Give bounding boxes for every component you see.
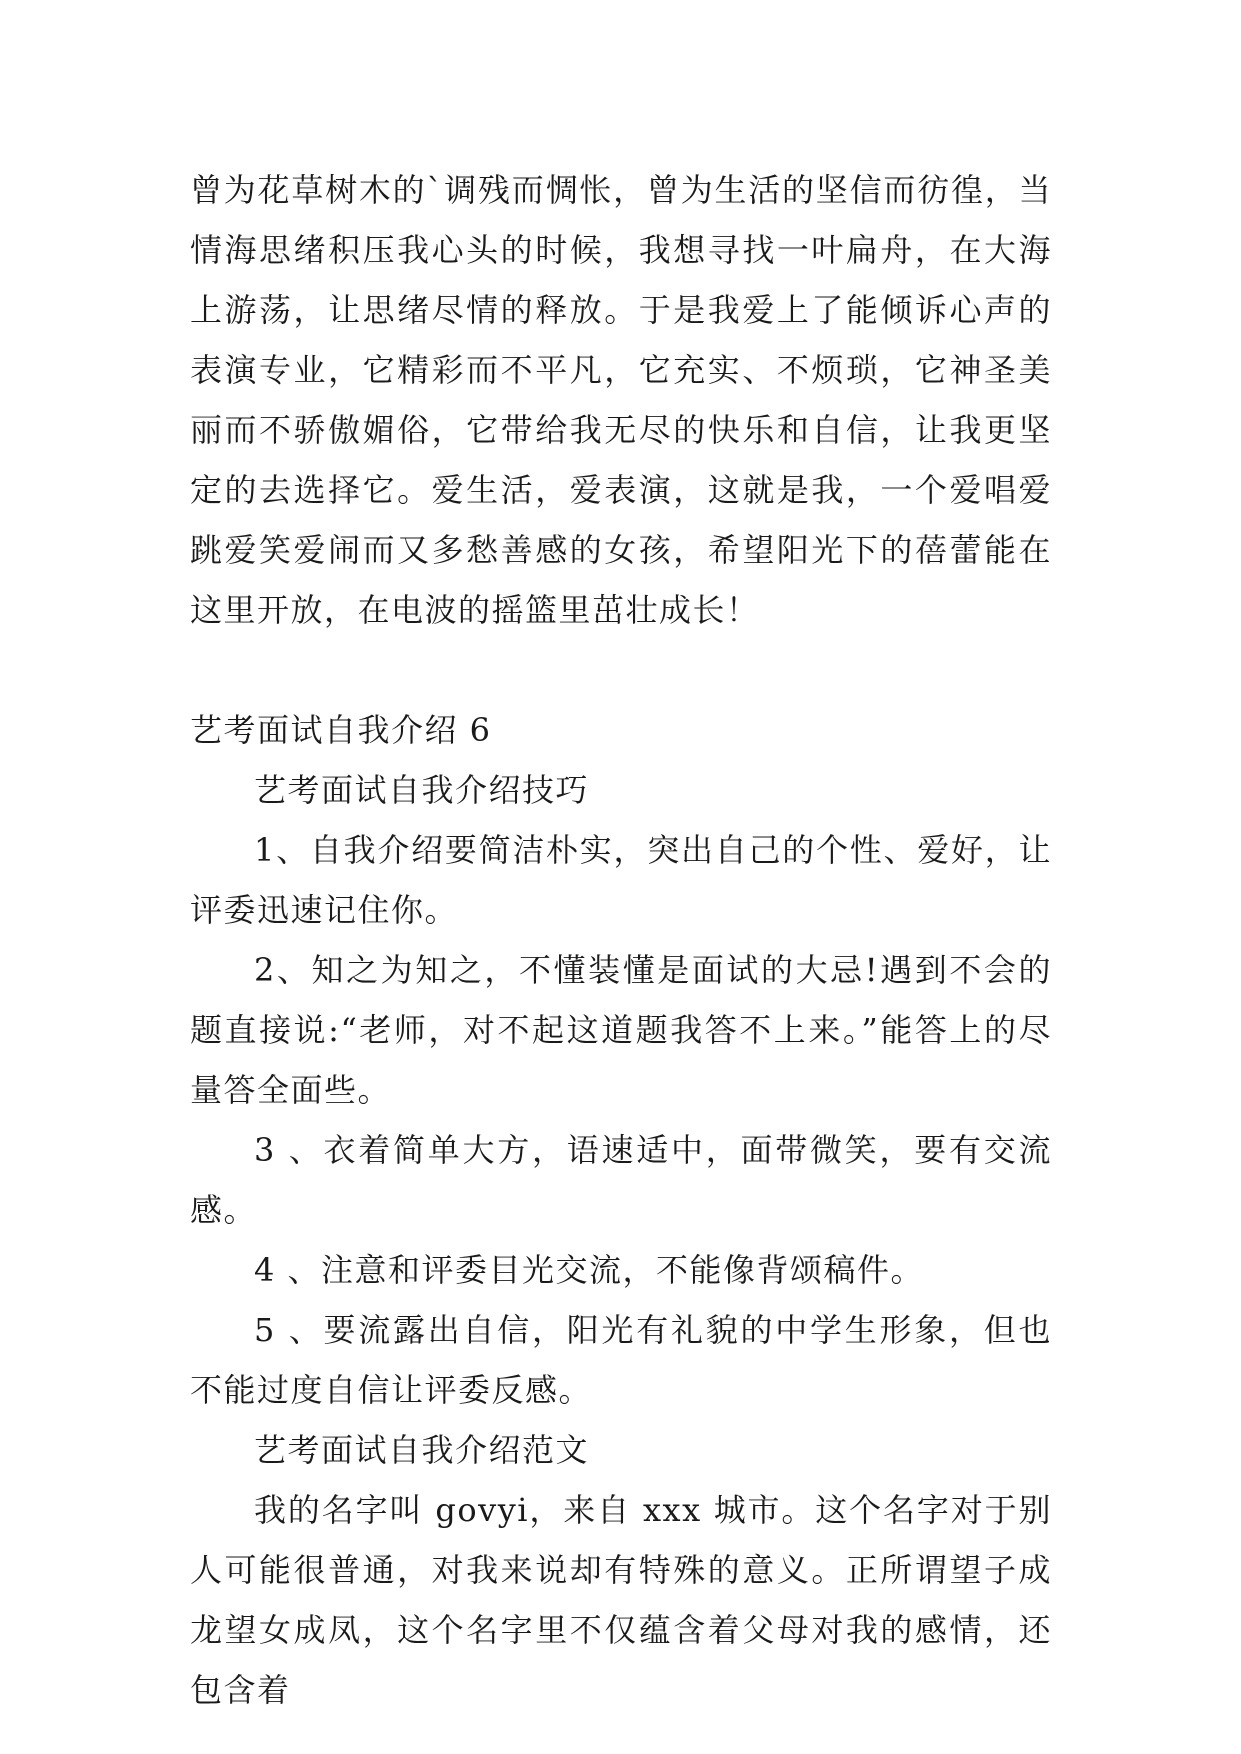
tip-item-5: 5 、要流露出自信，阳光有礼貌的中学生形象，但也不能过度自信让评委反感。 <box>190 1311 1052 1409</box>
tips-heading: 艺考面试自我介绍技巧 <box>254 771 590 809</box>
tip-item-4: 4 、注意和评委目光交流，不能像背颂稿件。 <box>254 1251 925 1289</box>
sample-paragraph: 我的名字叫 govyi，来自 xxx 城市。这个名字对于别人可能很普通，对我来说却有特殊的意义。正所谓望子成龙望女成凤，这个名字里不仅蕴含着父母对我的感情，还包含着 <box>190 1491 1052 1709</box>
tip-item-1: 1、自我介绍要简洁朴实，突出自己的个性、爱好，让评委迅速记住你。 <box>190 831 1052 929</box>
section-title: 艺考面试自我介绍 6 <box>190 711 492 749</box>
tip-item-3: 3 、衣着简单大方，语速适中，面带微笑，要有交流感。 <box>190 1131 1052 1229</box>
intro-paragraph: 曾为花草树木的`调残而惆怅，曾为生活的坚信而彷徨，当情海思绪积压我心头的时候，我想寻找一叶扁舟，在大海上游荡，让思绪尽情的释放。于是我爱上了能倾诉心声的表演专业，它精彩而不平凡，它充实、不烦琐，它神圣美丽而不骄傲媚俗，它带给我无尽的快乐和自信，让我更坚定的去选择它。爱生活，爱表演，这就是我，一个爱唱爱跳爱笑爱闹而又多愁善感的女孩，希望阳光下的蓓蕾能在这里开放，在电波的摇篮里茁壮成长！ <box>190 171 1052 629</box>
sample-heading: 艺考面试自我介绍范文 <box>254 1431 590 1469</box>
document-body <box>190 160 1052 1720</box>
tip-item-2: 2、知之为知之，不懂装懂是面试的大忌!遇到不会的题直接说:“老师，对不起这道题我答不上来。”能答上的尽量答全面些。 <box>190 951 1052 1109</box>
